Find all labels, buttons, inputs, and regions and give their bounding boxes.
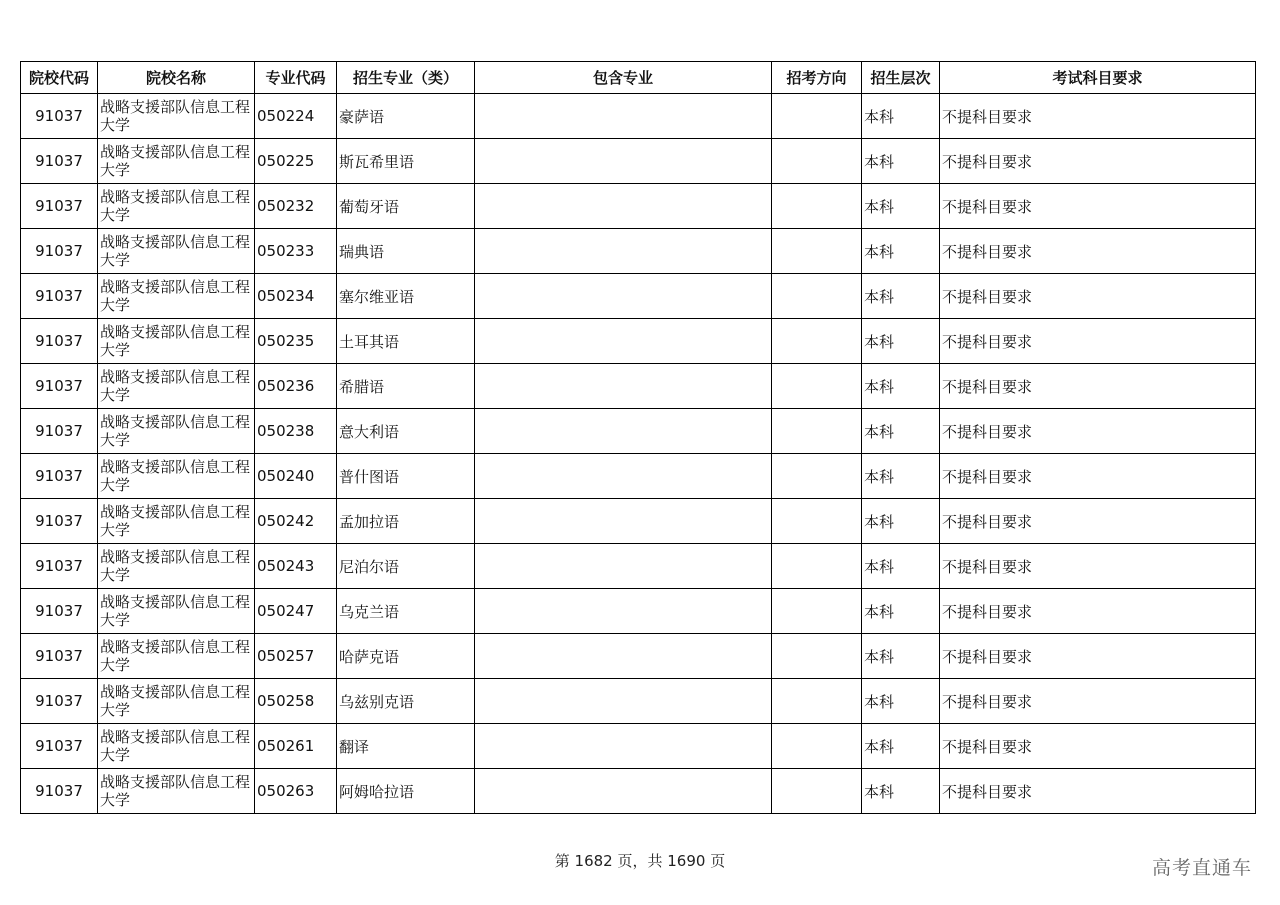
cell-major: 孟加拉语: [337, 499, 475, 544]
cell-included-majors: [475, 589, 772, 634]
cell-major-code: 050235: [255, 319, 337, 364]
cell-school-code: 91037: [21, 634, 98, 679]
cell-school-code: 91037: [21, 724, 98, 769]
cell-school-name: 战略支援部队信息工程大学: [98, 544, 255, 589]
table-row: [21, 634, 1256, 679]
cell-major-code: 050247: [255, 589, 337, 634]
cell-major: 意大利语: [337, 409, 475, 454]
cell-direction: [772, 544, 862, 589]
cell-included-majors: [475, 139, 772, 184]
cell-major-code: 050234: [255, 274, 337, 319]
cell-included-majors: [475, 544, 772, 589]
admissions-table: [20, 61, 1256, 814]
cell-subject-requirement: 不提科目要求: [940, 499, 1256, 544]
cell-school-name: 战略支援部队信息工程大学: [98, 139, 255, 184]
cell-school-code: 91037: [21, 679, 98, 724]
cell-major-code: 050263: [255, 769, 337, 814]
header-direction: 招考方向: [772, 62, 862, 94]
cell-level: 本科: [862, 274, 940, 319]
table-row: [21, 724, 1256, 769]
cell-major-code: 050243: [255, 544, 337, 589]
table-row: [21, 409, 1256, 454]
cell-direction: [772, 724, 862, 769]
cell-level: 本科: [862, 499, 940, 544]
watermark-text: 高考直通车: [1151, 857, 1252, 879]
cell-subject-requirement: 不提科目要求: [940, 724, 1256, 769]
table-row: [21, 94, 1256, 139]
cell-subject-requirement: 不提科目要求: [940, 544, 1256, 589]
cell-major-code: 050257: [255, 634, 337, 679]
cell-direction: [772, 679, 862, 724]
cell-included-majors: [475, 274, 772, 319]
cell-school-name: 战略支援部队信息工程大学: [98, 229, 255, 274]
cell-subject-requirement: 不提科目要求: [940, 319, 1256, 364]
cell-major-code: 050224: [255, 94, 337, 139]
cell-direction: [772, 139, 862, 184]
table-row: [21, 319, 1256, 364]
cell-direction: [772, 319, 862, 364]
cell-major: 斯瓦希里语: [337, 139, 475, 184]
cell-level: 本科: [862, 724, 940, 769]
header-school-code: 院校代码: [21, 62, 98, 94]
cell-major-code: 050236: [255, 364, 337, 409]
cell-school-code: 91037: [21, 229, 98, 274]
cell-direction: [772, 589, 862, 634]
cell-school-code: 91037: [21, 184, 98, 229]
cell-school-name: 战略支援部队信息工程大学: [98, 589, 255, 634]
cell-major-code: 050225: [255, 139, 337, 184]
cell-major: 土耳其语: [337, 319, 475, 364]
cell-subject-requirement: 不提科目要求: [940, 454, 1256, 499]
cell-direction: [772, 94, 862, 139]
cell-major: 哈萨克语: [337, 634, 475, 679]
header-major-code: 专业代码: [255, 62, 337, 94]
table-row: [21, 679, 1256, 724]
table-row: [21, 274, 1256, 319]
cell-level: 本科: [862, 409, 940, 454]
cell-school-code: 91037: [21, 454, 98, 499]
cell-level: 本科: [862, 544, 940, 589]
cell-school-code: 91037: [21, 589, 98, 634]
table-row: [21, 184, 1256, 229]
cell-major: 乌克兰语: [337, 589, 475, 634]
cell-school-name: 战略支援部队信息工程大学: [98, 409, 255, 454]
cell-school-name: 战略支援部队信息工程大学: [98, 274, 255, 319]
cell-level: 本科: [862, 364, 940, 409]
cell-included-majors: [475, 319, 772, 364]
table-row: [21, 769, 1256, 814]
cell-level: 本科: [862, 229, 940, 274]
cell-major: 普什图语: [337, 454, 475, 499]
cell-school-name: 战略支援部队信息工程大学: [98, 769, 255, 814]
cell-direction: [772, 634, 862, 679]
table-row: [21, 589, 1256, 634]
cell-school-code: 91037: [21, 769, 98, 814]
table-body: [21, 94, 1256, 814]
cell-major-code: 050242: [255, 499, 337, 544]
cell-included-majors: [475, 499, 772, 544]
cell-school-name: 战略支援部队信息工程大学: [98, 679, 255, 724]
cell-included-majors: [475, 229, 772, 274]
cell-level: 本科: [862, 589, 940, 634]
cell-school-code: 91037: [21, 544, 98, 589]
cell-major: 塞尔维亚语: [337, 274, 475, 319]
cell-direction: [772, 364, 862, 409]
cell-school-code: 91037: [21, 94, 98, 139]
cell-direction: [772, 409, 862, 454]
cell-major: 翻译: [337, 724, 475, 769]
cell-subject-requirement: 不提科目要求: [940, 589, 1256, 634]
cell-level: 本科: [862, 184, 940, 229]
table-row: [21, 454, 1256, 499]
cell-subject-requirement: 不提科目要求: [940, 364, 1256, 409]
cell-school-name: 战略支援部队信息工程大学: [98, 319, 255, 364]
cell-direction: [772, 184, 862, 229]
cell-subject-requirement: 不提科目要求: [940, 229, 1256, 274]
cell-level: 本科: [862, 94, 940, 139]
cell-school-code: 91037: [21, 139, 98, 184]
cell-major: 希腊语: [337, 364, 475, 409]
cell-major: 葡萄牙语: [337, 184, 475, 229]
cell-level: 本科: [862, 319, 940, 364]
header-included-majors: 包含专业: [475, 62, 772, 94]
cell-direction: [772, 229, 862, 274]
cell-major: 乌兹别克语: [337, 679, 475, 724]
cell-direction: [772, 274, 862, 319]
cell-school-name: 战略支援部队信息工程大学: [98, 454, 255, 499]
page-number: 第 1682 页，共 1690 页: [554, 852, 726, 870]
cell-included-majors: [475, 679, 772, 724]
table-row: [21, 544, 1256, 589]
cell-subject-requirement: 不提科目要求: [940, 139, 1256, 184]
header-school-name: 院校名称: [98, 62, 255, 94]
table-row: [21, 499, 1256, 544]
cell-major: 阿姆哈拉语: [337, 769, 475, 814]
cell-major-code: 050238: [255, 409, 337, 454]
cell-level: 本科: [862, 454, 940, 499]
cell-level: 本科: [862, 634, 940, 679]
cell-school-name: 战略支援部队信息工程大学: [98, 94, 255, 139]
cell-school-name: 战略支援部队信息工程大学: [98, 364, 255, 409]
cell-major-code: 050232: [255, 184, 337, 229]
cell-major: 豪萨语: [337, 94, 475, 139]
cell-level: 本科: [862, 679, 940, 724]
cell-school-code: 91037: [21, 499, 98, 544]
cell-subject-requirement: 不提科目要求: [940, 634, 1256, 679]
cell-school-name: 战略支援部队信息工程大学: [98, 634, 255, 679]
cell-subject-requirement: 不提科目要求: [940, 94, 1256, 139]
cell-included-majors: [475, 454, 772, 499]
header-major: 招生专业（类）: [337, 62, 475, 94]
cell-included-majors: [475, 409, 772, 454]
cell-included-majors: [475, 364, 772, 409]
cell-direction: [772, 454, 862, 499]
cell-school-code: 91037: [21, 409, 98, 454]
cell-major-code: 050240: [255, 454, 337, 499]
table-row: [21, 364, 1256, 409]
cell-subject-requirement: 不提科目要求: [940, 184, 1256, 229]
cell-subject-requirement: 不提科目要求: [940, 679, 1256, 724]
cell-major: 瑞典语: [337, 229, 475, 274]
cell-included-majors: [475, 184, 772, 229]
cell-major-code: 050233: [255, 229, 337, 274]
cell-major-code: 050258: [255, 679, 337, 724]
cell-level: 本科: [862, 139, 940, 184]
cell-included-majors: [475, 769, 772, 814]
header-level: 招生层次: [862, 62, 940, 94]
cell-subject-requirement: 不提科目要求: [940, 409, 1256, 454]
cell-school-code: 91037: [21, 274, 98, 319]
cell-school-name: 战略支援部队信息工程大学: [98, 499, 255, 544]
cell-major-code: 050261: [255, 724, 337, 769]
cell-major: 尼泊尔语: [337, 544, 475, 589]
cell-subject-requirement: 不提科目要求: [940, 769, 1256, 814]
cell-direction: [772, 769, 862, 814]
table-row: [21, 139, 1256, 184]
cell-level: 本科: [862, 769, 940, 814]
cell-school-name: 战略支援部队信息工程大学: [98, 724, 255, 769]
cell-school-code: 91037: [21, 319, 98, 364]
header-subject-requirement: 考试科目要求: [940, 62, 1256, 94]
cell-included-majors: [475, 724, 772, 769]
cell-included-majors: [475, 634, 772, 679]
cell-school-name: 战略支援部队信息工程大学: [98, 184, 255, 229]
table-row: [21, 229, 1256, 274]
cell-school-code: 91037: [21, 364, 98, 409]
table-header-row: [21, 62, 1256, 94]
cell-direction: [772, 499, 862, 544]
cell-included-majors: [475, 94, 772, 139]
cell-subject-requirement: 不提科目要求: [940, 274, 1256, 319]
